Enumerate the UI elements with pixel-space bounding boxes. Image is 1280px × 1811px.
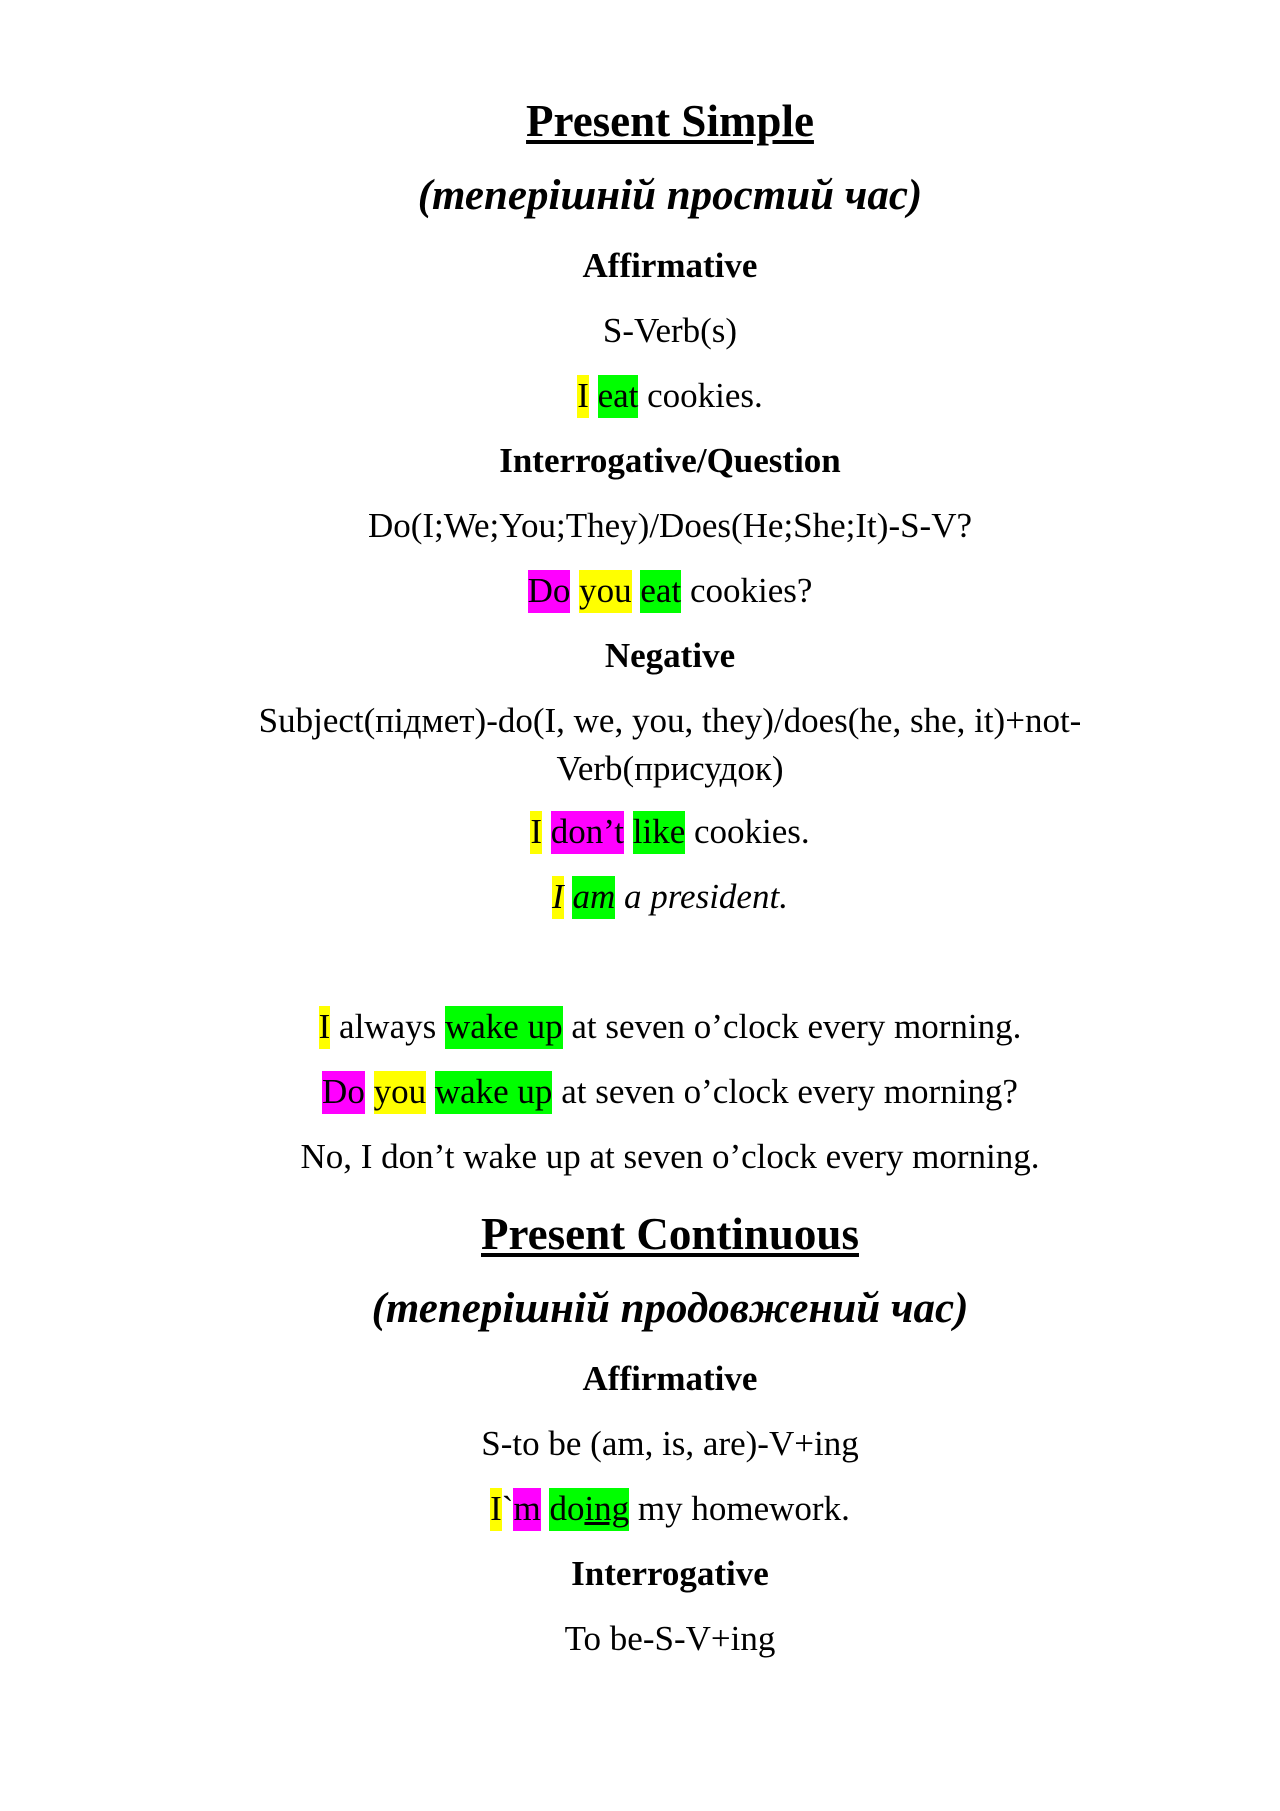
ps-sentence-affirmative — [180, 1003, 1160, 1051]
adverb: always — [339, 1007, 437, 1046]
subject-highlight: you — [579, 570, 632, 613]
aux-highlight: Do — [322, 1071, 365, 1114]
verb-highlight: am — [572, 876, 615, 919]
verb-highlight: eat — [598, 375, 639, 418]
example-rest: cookies? — [689, 571, 813, 610]
example-rest: a president. — [623, 877, 788, 916]
ps-affirmative-formula: S-Verb(s) — [602, 311, 738, 350]
pc-affirmative-example — [180, 1485, 1160, 1533]
pc-interrogative-formula: To be-S-V+ing — [564, 1619, 776, 1658]
aux-highlight: don’t — [551, 811, 624, 854]
pc-interrogative-heading: Interrogative — [571, 1554, 769, 1593]
sentence-rest: at seven o’clock every morning? — [561, 1072, 1018, 1111]
present-simple-title: Present Simple — [526, 96, 814, 146]
ps-interrogative-formula: Do(I;We;You;They)/Does(He;She;It)-S-V? — [367, 506, 973, 545]
present-simple-subtitle: (теперішній простий час) — [417, 172, 923, 219]
subject-highlight: I — [577, 375, 589, 418]
verb-highlight — [549, 1488, 629, 1531]
ps-negative-heading: Negative — [604, 636, 736, 675]
ps-interrogative-example — [180, 567, 1160, 615]
ps-negative-example-2 — [180, 873, 1160, 921]
subject-highlight: I — [490, 1488, 502, 1531]
subject-highlight: I — [530, 811, 542, 854]
ps-negative-example — [180, 808, 1160, 856]
verb-stem: do — [549, 1489, 585, 1528]
verb-highlight: like — [633, 811, 685, 854]
ps-negative-formula: Subject(підмет)-do(I, we, you, they)/does(he, she, it)+not-Verb(присудок) — [258, 701, 1082, 788]
ps-sentence-negative: No, I don’t wake up at seven o’clock every morning. — [300, 1137, 1040, 1176]
aux-highlight: m — [513, 1488, 540, 1531]
present-continuous-subtitle: (теперішній продовжений час) — [371, 1285, 969, 1332]
present-continuous-title: Present Continuous — [481, 1209, 859, 1259]
verb-highlight: wake up — [435, 1071, 553, 1114]
subject-highlight: I — [552, 876, 564, 919]
pc-affirmative-heading: Affirmative — [582, 1359, 758, 1398]
apostrophe: ` — [501, 1489, 514, 1528]
ps-affirmative-example — [180, 372, 1160, 420]
example-rest: cookies. — [647, 376, 763, 415]
aux-highlight: Do — [528, 570, 571, 613]
example-rest: my homework. — [637, 1489, 850, 1528]
example-rest: cookies. — [693, 812, 810, 851]
ps-sentence-question — [180, 1068, 1160, 1116]
verb-suffix: ing — [584, 1489, 630, 1528]
verb-highlight: eat — [640, 570, 681, 613]
sentence-rest: at seven o’clock every morning. — [571, 1007, 1022, 1046]
ps-interrogative-heading: Interrogative/Question — [499, 441, 841, 480]
subject-highlight: I — [319, 1006, 331, 1049]
ps-affirmative-heading: Affirmative — [582, 246, 758, 285]
pc-affirmative-formula: S-to be (am, is, are)-V+ing — [481, 1424, 859, 1463]
subject-highlight: you — [374, 1071, 427, 1114]
verb-highlight: wake up — [445, 1006, 563, 1049]
